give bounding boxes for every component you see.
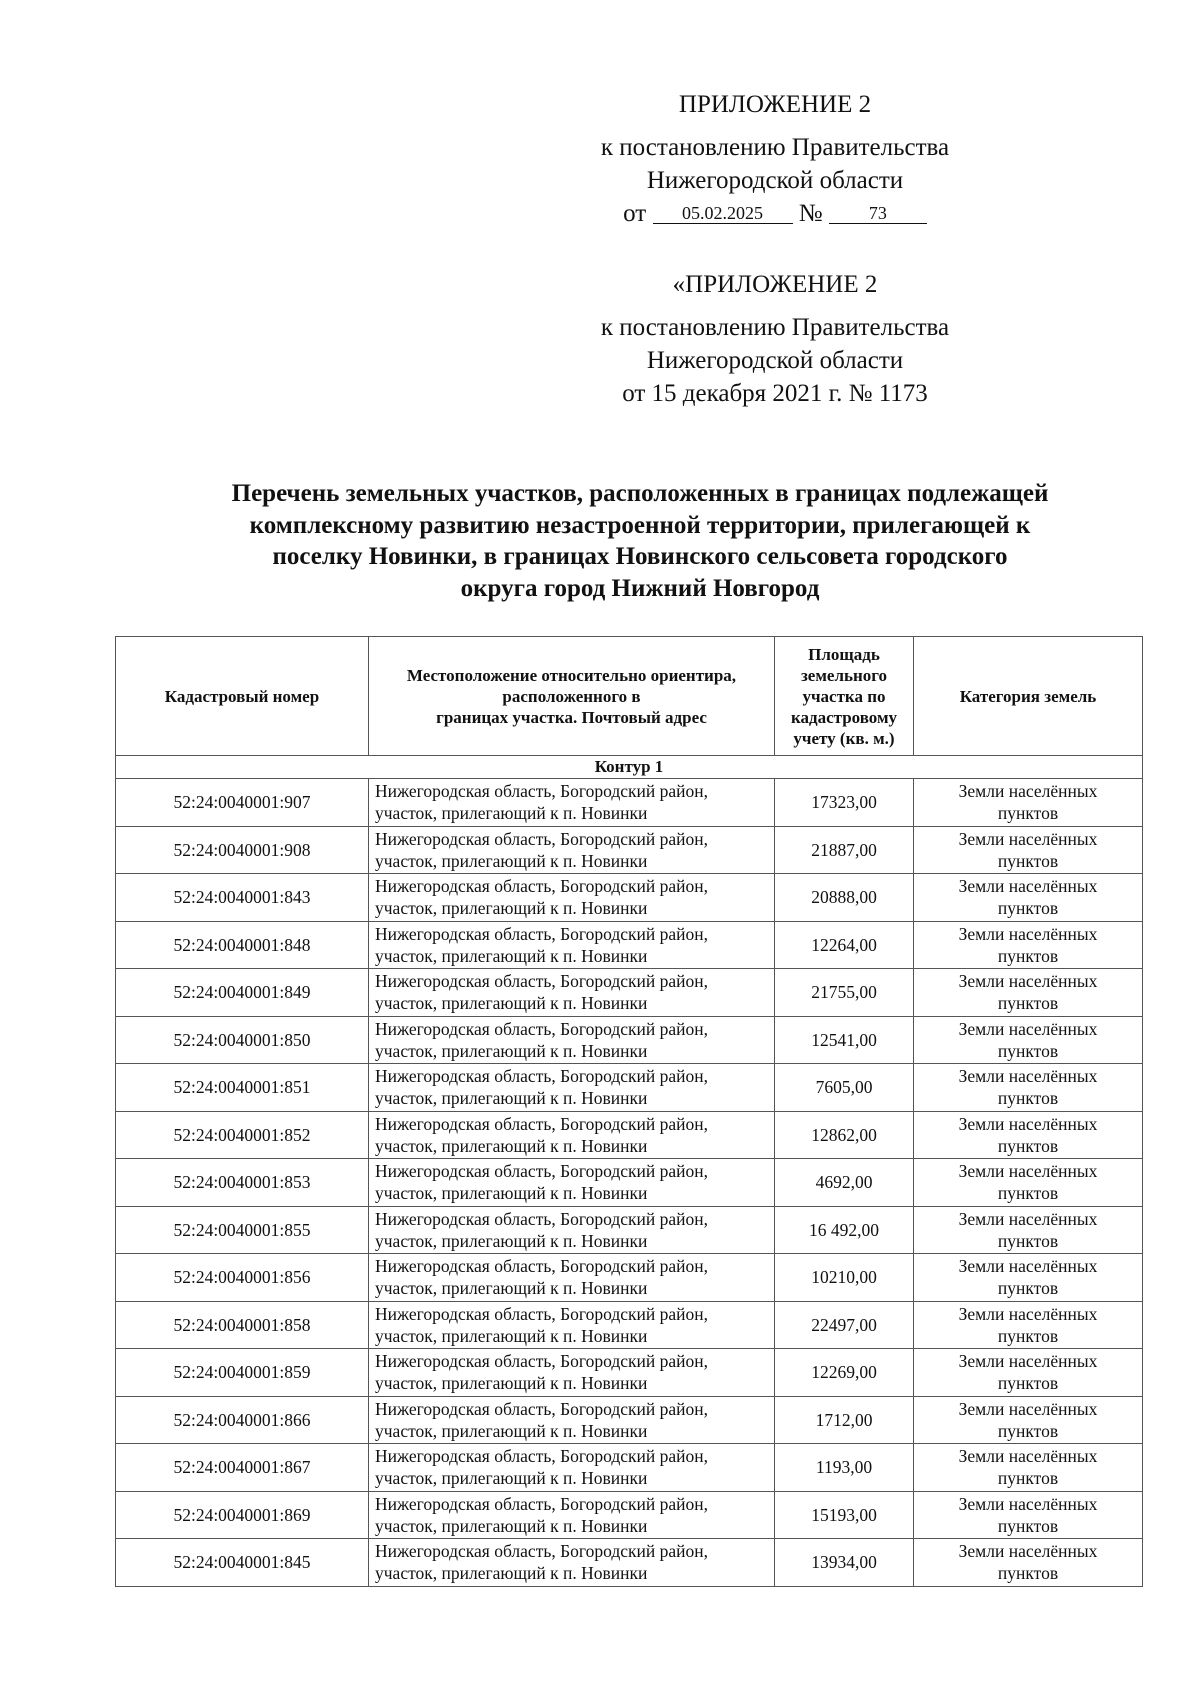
area-value: 16 492,00	[775, 1206, 914, 1254]
cadastral-number: 52:24:0040001:850	[116, 1016, 369, 1064]
original-appendix-title: «ПРИЛОЖЕНИЕ 2	[672, 271, 878, 298]
location-line: участок, прилегающий к п. Новинки	[375, 803, 648, 824]
location-line: Нижегородская область, Богородский район,	[375, 876, 709, 897]
area-value: 12862,00	[775, 1111, 914, 1159]
header-area-line: учету (кв. м.)	[793, 728, 895, 748]
category-line: Земли населённых	[958, 923, 1098, 944]
area-value: 17323,00	[775, 779, 914, 827]
original-appendix-header	[540, 268, 1010, 410]
appendix-title: ПРИЛОЖЕНИЕ 2	[678, 91, 872, 118]
table-row	[116, 1254, 1143, 1302]
location-line: Нижегородская область, Богородский район,	[375, 1493, 709, 1514]
category-cell	[914, 1444, 1143, 1492]
contour-row	[116, 756, 1143, 779]
location-line: Нижегородская область, Богородский район,	[375, 1113, 709, 1134]
location-line: участок, прилегающий к п. Новинки	[375, 1183, 648, 1204]
area-value: 13934,00	[775, 1539, 914, 1587]
area-value: 15193,00	[775, 1491, 914, 1539]
location-cell	[369, 1349, 775, 1397]
location-line: Нижегородская область, Богородский район,	[375, 1018, 709, 1039]
appendix-to-line-1: к постановлению Правительства	[600, 134, 950, 161]
location-line: Нижегородская область, Богородский район,	[375, 828, 709, 849]
location-cell	[369, 826, 775, 874]
category-line: Земли населённых	[958, 1303, 1098, 1324]
location-line: Нижегородская область, Богородский район,	[375, 971, 709, 992]
location-line: Нижегородская область, Богородский район,	[375, 1208, 709, 1229]
category-line: Земли населённых	[958, 828, 1098, 849]
header-cadastral: Кадастровый номер	[116, 637, 369, 756]
location-cell	[369, 1539, 775, 1587]
decree-number-field: 73	[829, 203, 927, 224]
area-value: 12264,00	[775, 921, 914, 969]
location-cell	[369, 1254, 775, 1302]
table-header-row	[116, 637, 1143, 756]
location-line: участок, прилегающий к п. Новинки	[375, 1325, 648, 1346]
location-line: участок, прилегающий к п. Новинки	[375, 1135, 648, 1156]
category-cell	[914, 1016, 1143, 1064]
from-label: от	[623, 200, 647, 227]
location-line: Нижегородская область, Богородский район,	[375, 1161, 709, 1182]
category-cell	[914, 1539, 1143, 1587]
area-value: 21887,00	[775, 826, 914, 874]
category-cell	[914, 1396, 1143, 1444]
table-row	[116, 779, 1143, 827]
title-line: комплексному развитию незастроенной территории, прилегающей к	[249, 511, 1031, 539]
land-plots-table	[115, 636, 1143, 1587]
header-category: Категория земель	[914, 637, 1143, 756]
appendix-ref-line	[540, 197, 1010, 230]
location-line: участок, прилегающий к п. Новинки	[375, 1230, 648, 1251]
table-row	[116, 1349, 1143, 1397]
table-row	[116, 1491, 1143, 1539]
cadastral-number: 52:24:0040001:907	[116, 779, 369, 827]
title-line: округа город Нижний Новгород	[460, 574, 820, 602]
cadastral-number: 52:24:0040001:859	[116, 1349, 369, 1397]
category-line: Земли населённых	[958, 781, 1098, 802]
location-line: участок, прилегающий к п. Новинки	[375, 945, 648, 966]
category-cell	[914, 1349, 1143, 1397]
category-line: пунктов	[997, 1420, 1059, 1441]
cadastral-number: 52:24:0040001:845	[116, 1539, 369, 1587]
table-row	[116, 921, 1143, 969]
area-value: 1712,00	[775, 1396, 914, 1444]
location-cell	[369, 1064, 775, 1112]
category-cell	[914, 921, 1143, 969]
category-line: Земли населённых	[958, 971, 1098, 992]
cadastral-number: 52:24:0040001:869	[116, 1491, 369, 1539]
area-value: 1193,00	[775, 1444, 914, 1492]
contour-label: Контур 1	[116, 756, 1143, 779]
header-area	[775, 637, 914, 756]
area-value: 12541,00	[775, 1016, 914, 1064]
category-line: пунктов	[997, 1230, 1059, 1251]
location-line: участок, прилегающий к п. Новинки	[375, 1515, 648, 1536]
category-line: Земли населённых	[958, 1541, 1098, 1562]
category-line: пунктов	[997, 898, 1059, 919]
number-label: №	[798, 200, 823, 227]
location-line: участок, прилегающий к п. Новинки	[375, 1040, 648, 1061]
location-cell	[369, 1444, 775, 1492]
location-line: участок, прилегающий к п. Новинки	[375, 1373, 648, 1394]
title-line: поселку Новинки, в границах Новинского сельсовета городского	[272, 543, 1008, 570]
original-to-line-1: к постановлению Правительства	[600, 314, 950, 341]
category-line: пунктов	[997, 945, 1059, 966]
location-line: Нижегородская область, Богородский район,	[375, 1256, 709, 1277]
table-row	[116, 1396, 1143, 1444]
location-line: участок, прилегающий к п. Новинки	[375, 1468, 648, 1489]
location-line: Нижегородская область, Богородский район,	[375, 1066, 709, 1087]
location-line: Нижегородская область, Богородский район,	[375, 1541, 709, 1562]
header-location-line: Местоположение относительно ориентира,	[406, 665, 737, 685]
cadastral-number: 52:24:0040001:867	[116, 1444, 369, 1492]
cadastral-number: 52:24:0040001:849	[116, 969, 369, 1017]
title-line: Перечень земельных участков, расположенных в границах подлежащей	[231, 480, 1049, 507]
table-row	[116, 969, 1143, 1017]
table-row	[116, 1016, 1143, 1064]
location-cell	[369, 1016, 775, 1064]
table-row	[116, 874, 1143, 922]
category-cell	[914, 779, 1143, 827]
location-cell	[369, 921, 775, 969]
category-cell	[914, 1491, 1143, 1539]
category-line: Земли населённых	[958, 1446, 1098, 1467]
table-row	[116, 1444, 1143, 1492]
header-location	[369, 637, 775, 756]
location-line: Нижегородская область, Богородский район,	[375, 1303, 709, 1324]
category-cell	[914, 1159, 1143, 1207]
location-cell	[369, 1111, 775, 1159]
category-line: пунктов	[997, 993, 1059, 1014]
table-row	[116, 1064, 1143, 1112]
location-line: участок, прилегающий к п. Новинки	[375, 1420, 648, 1441]
category-cell	[914, 1064, 1143, 1112]
location-line: Нижегородская область, Богородский район,	[375, 923, 709, 944]
location-line: Нижегородская область, Богородский район,	[375, 781, 709, 802]
cadastral-number: 52:24:0040001:851	[116, 1064, 369, 1112]
category-line: Земли населённых	[958, 1066, 1098, 1087]
cadastral-number: 52:24:0040001:856	[116, 1254, 369, 1302]
table-row	[116, 1206, 1143, 1254]
category-line: пунктов	[997, 1515, 1059, 1536]
location-line: участок, прилегающий к п. Новинки	[375, 993, 648, 1014]
document-title	[150, 478, 1130, 604]
decree-date-field: 05.02.2025	[653, 203, 793, 224]
area-value: 10210,00	[775, 1254, 914, 1302]
category-line: пунктов	[997, 1325, 1059, 1346]
cadastral-number: 52:24:0040001:843	[116, 874, 369, 922]
category-cell	[914, 874, 1143, 922]
table-row	[116, 1111, 1143, 1159]
area-value: 22497,00	[775, 1301, 914, 1349]
original-to-line-2: Нижегородской области	[646, 347, 904, 374]
location-line: участок, прилегающий к п. Новинки	[375, 1563, 648, 1584]
location-cell	[369, 874, 775, 922]
location-cell	[369, 1491, 775, 1539]
category-line: Земли населённых	[958, 1113, 1098, 1134]
category-line: пунктов	[997, 1040, 1059, 1061]
header-area-line: участка по	[802, 686, 886, 706]
location-line: Нижегородская область, Богородский район,	[375, 1398, 709, 1419]
category-line: Земли населённых	[958, 1018, 1098, 1039]
header-area-line: Площадь	[808, 644, 880, 664]
category-line: пунктов	[997, 1183, 1059, 1204]
category-line: пунктов	[997, 1563, 1059, 1584]
location-line: участок, прилегающий к п. Новинки	[375, 898, 648, 919]
category-line: пунктов	[997, 1135, 1059, 1156]
area-value: 20888,00	[775, 874, 914, 922]
location-line: Нижегородская область, Богородский район,	[375, 1351, 709, 1372]
header-location-line: расположенного в	[502, 686, 641, 706]
category-cell	[914, 1111, 1143, 1159]
cadastral-number: 52:24:0040001:848	[116, 921, 369, 969]
category-line: Земли населённых	[958, 1208, 1098, 1229]
header-location-line: границах участка. Почтовый адрес	[436, 707, 707, 727]
category-cell	[914, 1206, 1143, 1254]
table-row	[116, 1539, 1143, 1587]
table-row	[116, 1159, 1143, 1207]
category-line: пунктов	[997, 803, 1059, 824]
appendix-header	[540, 88, 1010, 230]
location-cell	[369, 1159, 775, 1207]
category-cell	[914, 1254, 1143, 1302]
cadastral-number: 52:24:0040001:853	[116, 1159, 369, 1207]
cadastral-number: 52:24:0040001:852	[116, 1111, 369, 1159]
appendix-to-line-2: Нижегородской области	[646, 167, 904, 194]
location-line: участок, прилегающий к п. Новинки	[375, 1088, 648, 1109]
header-area-line: земельного	[800, 665, 888, 685]
area-value: 12269,00	[775, 1349, 914, 1397]
location-line: участок, прилегающий к п. Новинки	[375, 1278, 648, 1299]
table-row	[116, 1301, 1143, 1349]
category-line: Земли населённых	[958, 1351, 1098, 1372]
location-cell	[369, 969, 775, 1017]
category-line: пунктов	[997, 1373, 1059, 1394]
location-cell	[369, 1396, 775, 1444]
category-line: Земли населённых	[958, 876, 1098, 897]
location-cell	[369, 1301, 775, 1349]
cadastral-number: 52:24:0040001:855	[116, 1206, 369, 1254]
location-cell	[369, 1206, 775, 1254]
original-date-line: от 15 декабря 2021 г. № 1173	[622, 380, 928, 407]
location-line: Нижегородская область, Богородский район,	[375, 1446, 709, 1467]
category-line: Земли населённых	[958, 1256, 1098, 1277]
category-cell	[914, 969, 1143, 1017]
category-line: пунктов	[997, 850, 1059, 871]
area-value: 4692,00	[775, 1159, 914, 1207]
location-line: участок, прилегающий к п. Новинки	[375, 850, 648, 871]
cadastral-number: 52:24:0040001:858	[116, 1301, 369, 1349]
cadastral-number: 52:24:0040001:866	[116, 1396, 369, 1444]
category-line: Земли населённых	[958, 1161, 1098, 1182]
cadastral-number: 52:24:0040001:908	[116, 826, 369, 874]
category-line: Земли населённых	[958, 1493, 1098, 1514]
area-value: 21755,00	[775, 969, 914, 1017]
category-line: пунктов	[997, 1468, 1059, 1489]
location-cell	[369, 779, 775, 827]
table-row	[116, 826, 1143, 874]
category-line: пунктов	[997, 1278, 1059, 1299]
category-cell	[914, 1301, 1143, 1349]
category-line: Земли населённых	[958, 1398, 1098, 1419]
category-line: пунктов	[997, 1088, 1059, 1109]
header-area-line: кадастровому	[790, 707, 898, 727]
area-value: 7605,00	[775, 1064, 914, 1112]
category-cell	[914, 826, 1143, 874]
